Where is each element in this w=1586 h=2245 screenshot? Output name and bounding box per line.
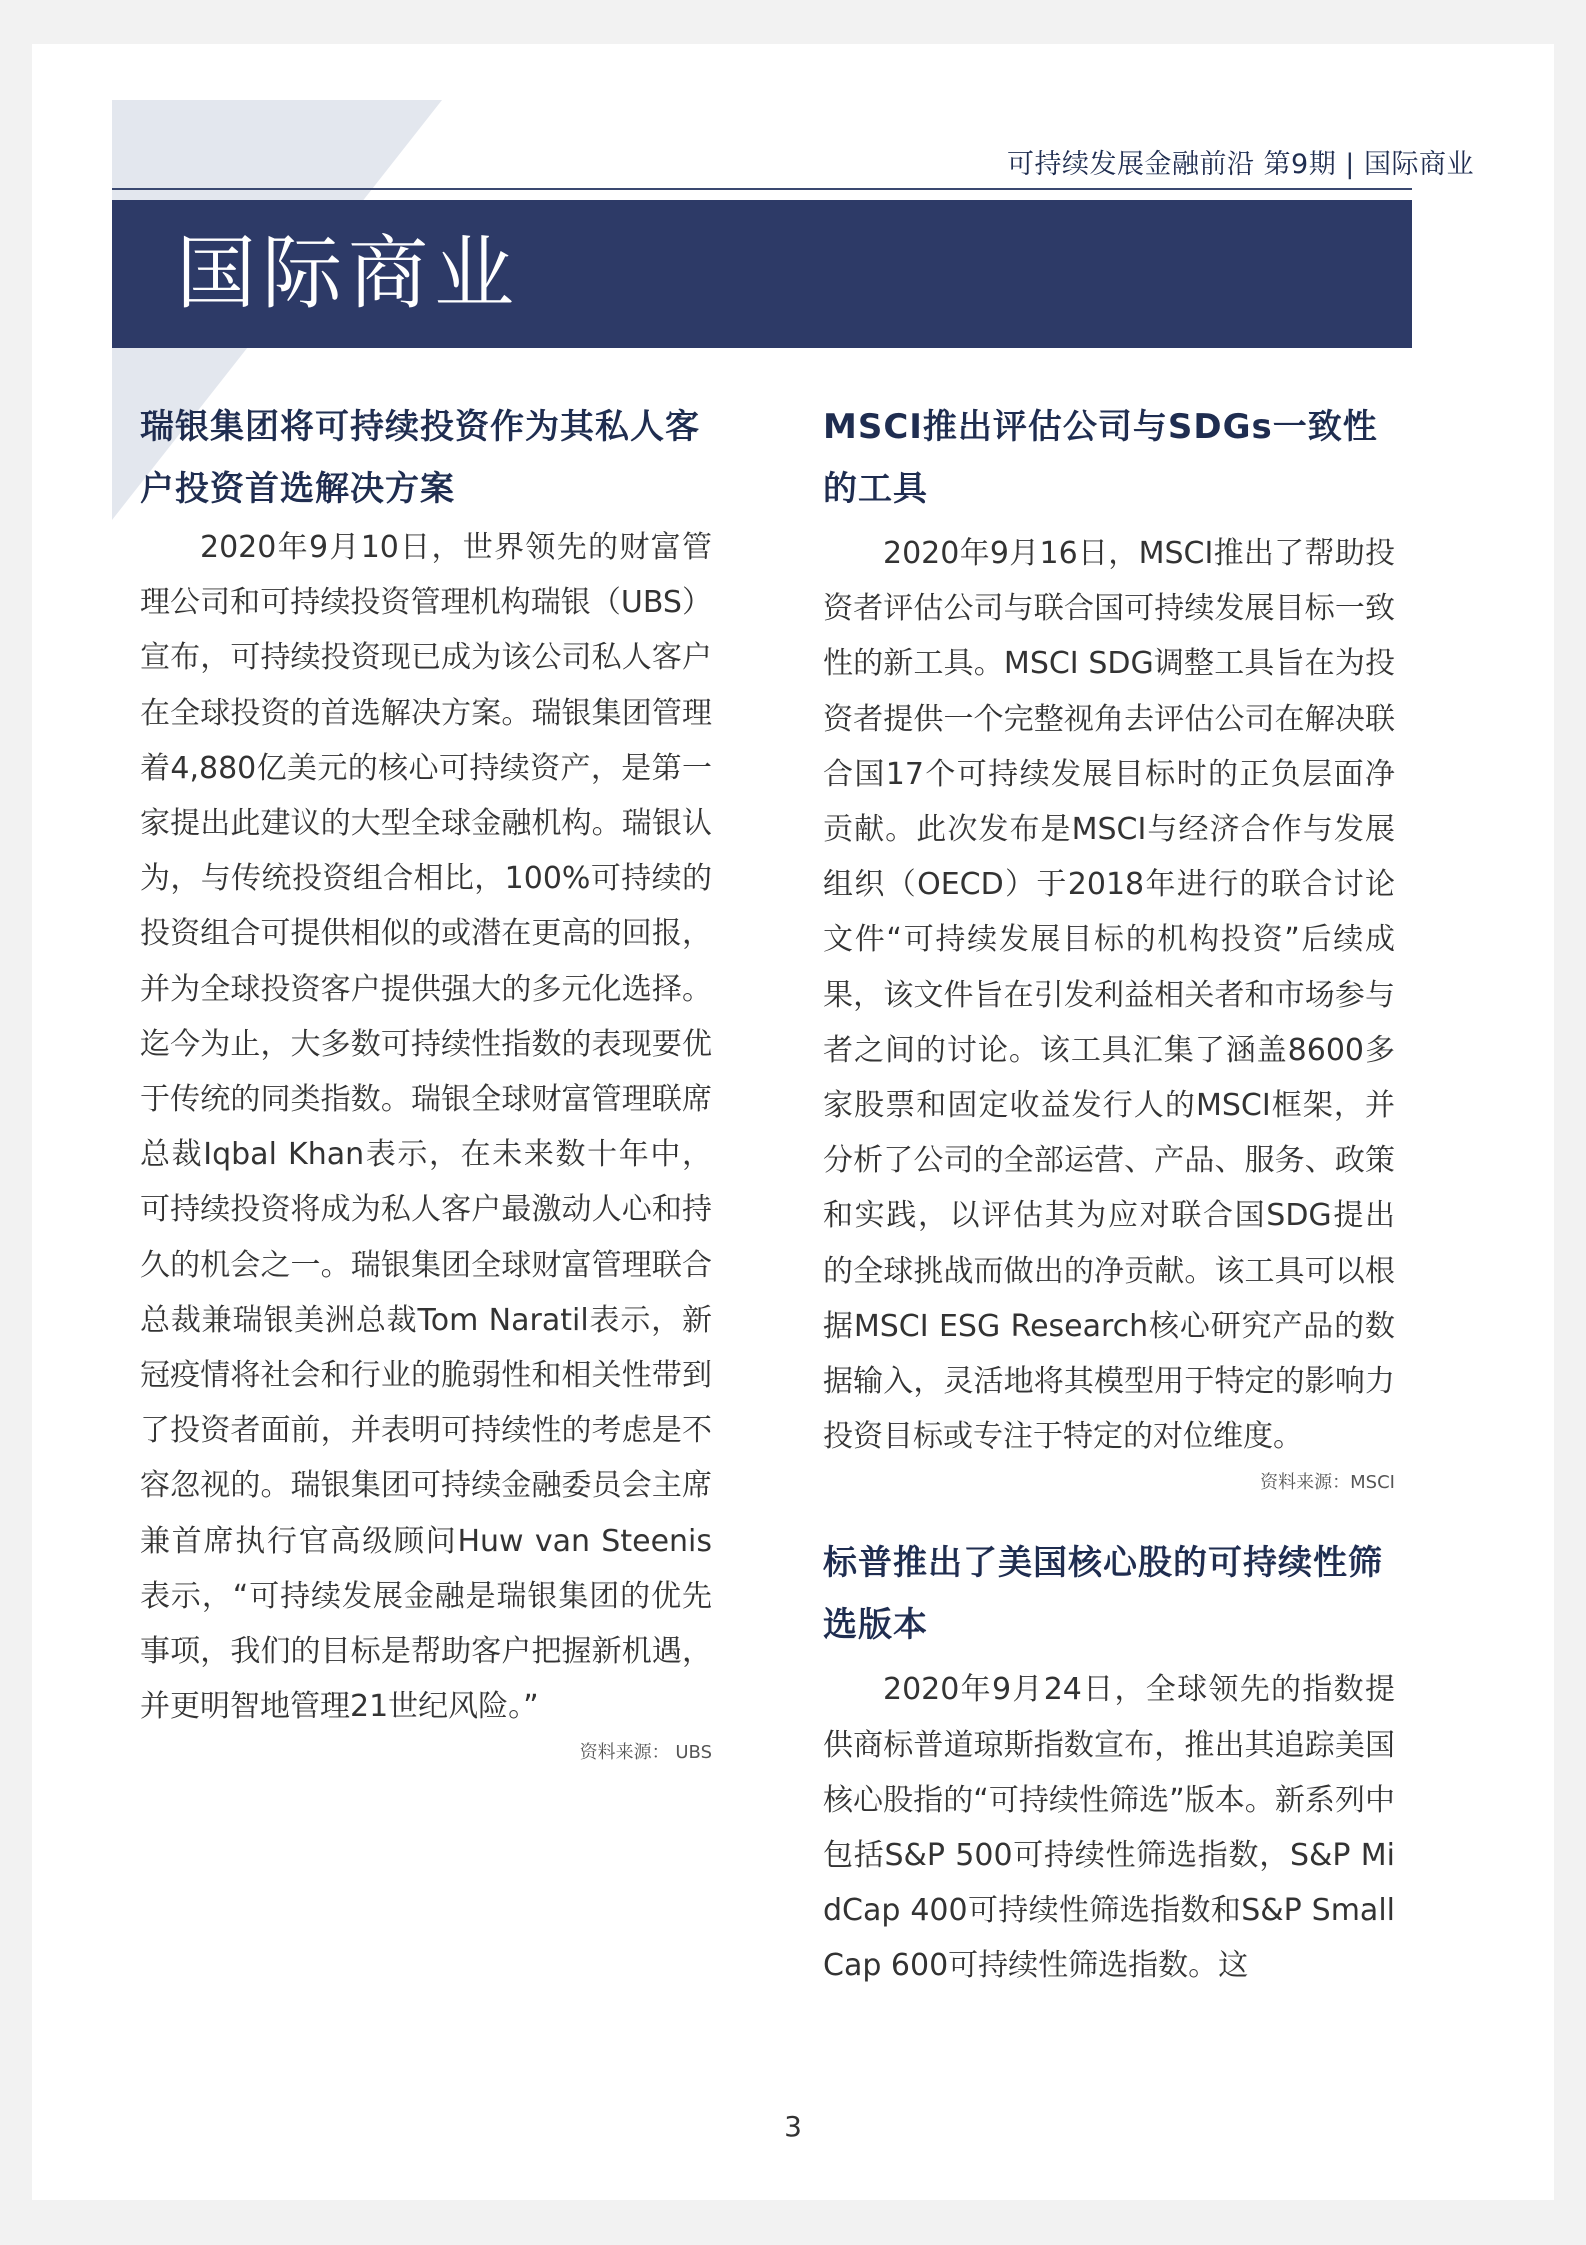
article-source-ubs: 资料来源： UBS <box>579 1742 712 1764</box>
article-title-sp: 标普推出了美国核心股的可持续性筛选版本 <box>823 1543 1383 1646</box>
left-column <box>140 396 712 1768</box>
page-number: 3 <box>784 2110 802 2143</box>
article-source-msci: 资料来源：MSCI <box>1260 1472 1395 1494</box>
header-issue-text: 可持续发展金融前沿 第9期 | 国际商业 <box>1006 149 1474 180</box>
section-banner <box>112 200 1412 348</box>
header-divider <box>112 188 1412 190</box>
article-body-msci: 2020年9月16日，MSCI推出了帮助投资者评估公司与联合国可持续发展目标一致性的新工具。MSCI SDG调整工具旨在为投资者提供一个完整视角去评估公司在解决联合国17个可持续发展目标时的正负层面净贡献。此次发布是MSCI与经济合作与发展组织（OECD）于2018年进行的联合讨论文件“可持续发展目标的机构投资”后续成果，该文件旨在引发利益相关者和市场参与者之间的讨论。该工具汇集了涵盖8600多家股票和固定收益发行人的MSCI框架，并分析了公司的全部运营、产品、服务、政策和实践，以评估其为应对联合国SDG提出的全球挑战而做出的净贡献。该工具可以根据MSCI ESG Research核心研究产品的数据输入，灵活地将其模型用于特定的影响力投资目标或专注于特定的对位维度。 <box>823 536 1395 1455</box>
article-title-ubs: 瑞银集团将可持续投资作为其私人客户投资首选解决方案 <box>140 407 700 509</box>
article-body-ubs: 2020年9月10日，世界领先的财富管理公司和可持续投资管理机构瑞银（UBS）宣布，可持续投资现已成为该公司私人客户在全球投资的首选解决方案。瑞银集团管理着4,880亿美元的核心可持续资产，是第一家提出此建议的大型全球金融机构。瑞银认为，与传统投资组合相比，100%可持续的投资组合可提供相似的或潜在更高的回报，并为全球投资客户提供强大的多元化选择。迄今为止，大多数可持续性指数的表现要优于传统的同类指数。瑞银全球财富管理联席总裁Iqbal Khan表示，在未来数十年中，可持续投资将成为私人客户最激动人心和持久的机会之一。瑞银集团全球财富管理联合总裁兼瑞银美洲总裁Tom Naratil表示，新冠疫情将社会和行业的脆弱性和相关性带到了投资者面前，并表明可持续性的考虑是不容忽视的。瑞银集团可持续金融委员会主席兼首席执行官高级顾问Huw van Steenis表示，“可持续发展金融是瑞银集团的优先事项，我们的目标是帮助客户把握新机遇，并更明智地管理21世纪风险。” <box>140 530 712 1725</box>
article-body-sp: 2020年9月24日，全球领先的指数提供商标普道琼斯指数宣布，推出其追踪美国核心股指的“可持续性筛选”版本。新系列中包括S&P 500可持续性筛选指数，S&P MidCap 400可持续性筛选指数和S&P SmallCap 600可持续性筛选指数。这 <box>823 1672 1395 1984</box>
right-column <box>823 396 1395 1994</box>
article-title-msci: MSCI推出评估公司与SDGs一致性的工具 <box>823 407 1378 509</box>
section-title: 国际商业 <box>176 227 520 320</box>
